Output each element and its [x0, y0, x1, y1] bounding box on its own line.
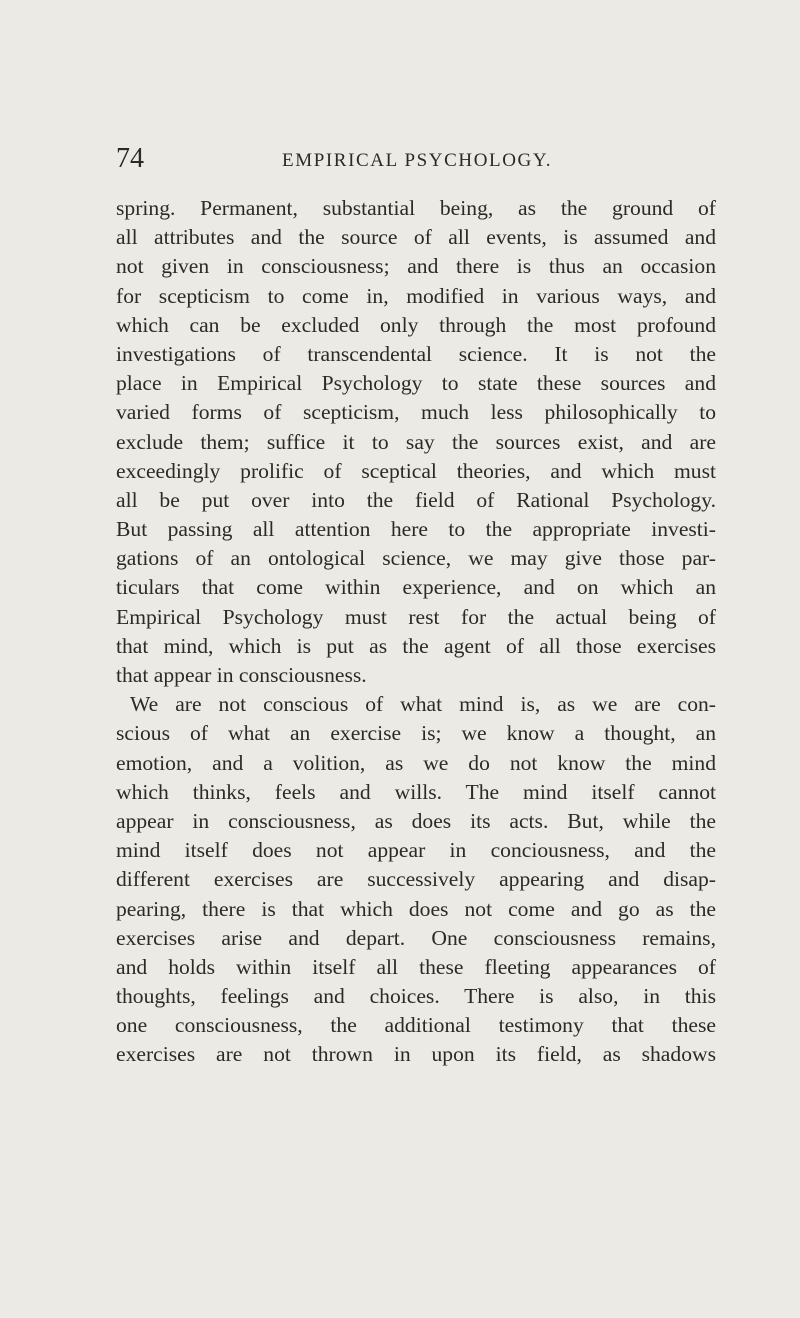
- text-line: that mind, which is put as the agent of all those exercises: [116, 633, 716, 658]
- page-number: 74: [116, 143, 144, 174]
- text-line: varied forms of scepticism, much less philosophically to: [116, 400, 716, 425]
- text-line: all attributes and the source of all events, is assumed and: [116, 225, 716, 250]
- text-line: pearing, there is that which does not come and go as the: [116, 896, 716, 921]
- text-line: gations of an ontological science, we may give those par-: [116, 546, 716, 571]
- text-line-paragraph-start: We are not conscious of what mind is, as we are con-: [130, 692, 716, 717]
- text-line: not given in consciousness; and there is thus an occasion: [116, 254, 716, 279]
- text-line: exclude them; suffice it to say the sources exist, and are: [116, 429, 716, 454]
- text-line: place in Empirical Psychology to state these sources and: [116, 371, 716, 396]
- text-line: scious of what an exercise is; we know a thought, an: [116, 721, 716, 746]
- text-line: different exercises are successively appearing and disap-: [116, 867, 716, 892]
- text-line: ticulars that come within experience, and on which an: [116, 575, 716, 600]
- running-title: EMPIRICAL PSYCHOLOGY.: [282, 150, 553, 171]
- text-line: exercises are not thrown in upon its field, as shadows: [116, 1042, 716, 1067]
- text-line: mind itself does not appear in conciousness, and the: [116, 838, 716, 863]
- text-line: exercises arise and depart. One consciousness remains,: [116, 925, 716, 950]
- text-line: all be put over into the field of Rational Psychology.: [116, 487, 716, 512]
- text-line: and holds within itself all these fleeting appearances of: [116, 954, 716, 979]
- text-line: appear in consciousness, as does its acts. But, while the: [116, 808, 716, 833]
- text-line: Empirical Psychology must rest for the actual being of: [116, 604, 716, 629]
- text-line: thoughts, feelings and choices. There is also, in this: [116, 984, 716, 1009]
- text-line: for scepticism to come in, modified in various ways, and: [116, 283, 716, 308]
- text-line: investigations of transcendental science. It is not the: [116, 341, 716, 366]
- text-line: spring. Permanent, substantial being, as the ground of: [116, 196, 716, 220]
- text-line: But passing all attention here to the appropriate investi-: [116, 517, 716, 542]
- text-line-paragraph-end: that appear in consciousness.: [116, 663, 367, 687]
- text-line: which can be excluded only through the most profound: [116, 312, 716, 337]
- text-line: exceedingly prolific of sceptical theories, and which must: [116, 458, 716, 483]
- running-head: [116, 142, 716, 176]
- text-line: which thinks, feels and wills. The mind itself cannot: [116, 779, 716, 804]
- body-text: [116, 194, 716, 1070]
- text-line: one consciousness, the additional testimony that these: [116, 1013, 716, 1038]
- text-line: emotion, and a volition, as we do not know the mind: [116, 750, 716, 775]
